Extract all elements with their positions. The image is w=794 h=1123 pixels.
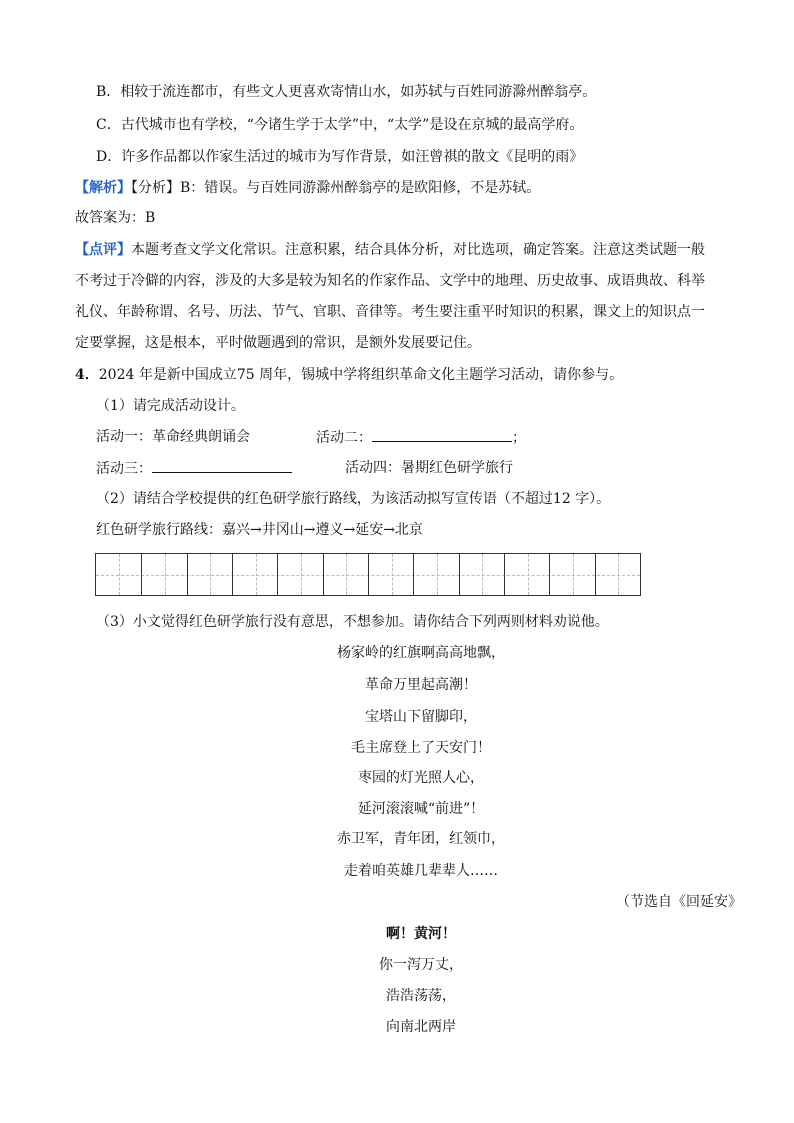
poem2-line: 你一泻万丈， xyxy=(379,957,463,973)
poem1-line: 延河滚滚喊“前进”！ xyxy=(357,801,485,817)
grid-box[interactable] xyxy=(368,554,413,595)
part-1-prompt: （1）请完成活动设计。 xyxy=(96,398,245,414)
comment-tag: 【点评】 xyxy=(75,242,131,258)
comment-line-1 xyxy=(75,240,705,260)
grid-box[interactable] xyxy=(549,554,594,595)
grid-box[interactable] xyxy=(96,554,141,595)
grid-box[interactable] xyxy=(141,554,186,595)
question-stem: 2024 年是新中国成立75 周年，锡城中学将组织革命文化主题学习活动，请你参与。 xyxy=(98,367,624,383)
comment-line-2: 不考过于冷僻的内容，涉及的大多是较为知名的作家作品、文学中的地理、历史故事、成语典故、科举 xyxy=(75,273,705,289)
poem1-line: 杨家岭的红旗啊高高地飘， xyxy=(337,645,505,661)
option-b: B．相较于流连都市，有些文人更喜欢寄情山水，如苏轼与百姓同游滁州醉翁亭。 xyxy=(96,84,597,100)
analysis-text: 【分析】B：错误。与百姓同游滁州醉翁亭的是欧阳修，不是苏轼。 xyxy=(131,180,541,196)
poem1-line: 枣园的灯光照人心， xyxy=(358,770,484,786)
grid-box[interactable] xyxy=(323,554,368,595)
poem1-line: 走着咱英雄几辈辈人…… xyxy=(344,863,498,879)
activity-2-row xyxy=(316,427,526,448)
poem1-source: （节选自《回延安》 xyxy=(616,894,742,910)
activity-2-label: 活动二： xyxy=(316,430,372,446)
part-3-prompt: （3）小文觉得红色研学旅行没有意思，不想参加。请你结合下列两则材料劝说他。 xyxy=(96,614,609,630)
option-d: D．许多作品都以作家生活过的城市为写作背景，如汪曾祺的散文《昆明的雨》 xyxy=(96,149,584,165)
grid-box[interactable] xyxy=(459,554,504,595)
grid-box-divider xyxy=(256,554,257,595)
poem1-line: 赤卫军，青年团，红领巾， xyxy=(337,831,505,847)
part-2-prompt: （2）请结合学校提供的红色研学旅行路线，为该活动拟写宣传语（不超过12 字）。 xyxy=(96,491,611,507)
grid-box-divider xyxy=(618,554,619,595)
grid-box-divider xyxy=(482,554,483,595)
activity-3-row xyxy=(96,458,292,479)
poem2-line: 啊！黄河！ xyxy=(386,926,456,942)
grid-box[interactable] xyxy=(277,554,322,595)
activity-3-label: 活动三： xyxy=(96,461,152,477)
poem1-line: 宝塔山下留脚印， xyxy=(365,709,477,725)
question-number: 4． xyxy=(75,367,99,383)
grid-box[interactable] xyxy=(595,554,640,595)
poem2-line: 浩浩荡荡， xyxy=(386,988,456,1004)
poem2-line: 向南北两岸 xyxy=(386,1019,456,1035)
activity-2-end: ； xyxy=(512,430,526,446)
grid-box[interactable] xyxy=(187,554,232,595)
grid-box[interactable] xyxy=(504,554,549,595)
activity-1: 活动一：革命经典朗诵会 xyxy=(96,429,250,445)
question-4-stem xyxy=(75,365,623,385)
answer-grid[interactable] xyxy=(95,553,641,596)
comment-line-4: 定要掌握，这是根本，平时做题遇到的常识，是额外发展要记住。 xyxy=(75,335,481,351)
grid-box-divider xyxy=(437,554,438,595)
grid-box-divider xyxy=(210,554,211,595)
answer: 故答案为：B xyxy=(75,210,156,226)
comment-line-3: 礼仪、年龄称谓、名号、历法、节气、官职、音律等。考生要注重平时知识的积累，课文上的知识点一 xyxy=(75,304,705,320)
analysis-tag: 【解析】 xyxy=(75,180,131,196)
route: 红色研学旅行路线：嘉兴→井冈山→遵义→延安→北京 xyxy=(96,522,423,538)
grid-box-divider xyxy=(301,554,302,595)
poem1-line: 毛主席登上了天安门！ xyxy=(351,740,491,756)
grid-box[interactable] xyxy=(232,554,277,595)
grid-box-divider xyxy=(573,554,574,595)
analysis xyxy=(75,178,540,198)
poem1-line: 革命万里起高潮！ xyxy=(365,677,477,693)
grid-box-divider xyxy=(346,554,347,595)
activity-2-blank[interactable] xyxy=(372,427,512,442)
grid-box-divider xyxy=(528,554,529,595)
activity-3-blank[interactable] xyxy=(152,458,292,473)
comment-text-1: 本题考查文学文化常识。注意积累，结合具体分析，对比选项，确定答案。注意这类试题一般 xyxy=(131,242,705,258)
activity-4: 活动四：暑期红色研学旅行 xyxy=(345,460,513,476)
option-c: C．古代城市也有学校，“今诸生学于太学”中，“太学”是设在京城的最高学府。 xyxy=(96,117,584,133)
grid-box[interactable] xyxy=(413,554,458,595)
grid-box-divider xyxy=(165,554,166,595)
grid-box-divider xyxy=(119,554,120,595)
grid-box-divider xyxy=(392,554,393,595)
